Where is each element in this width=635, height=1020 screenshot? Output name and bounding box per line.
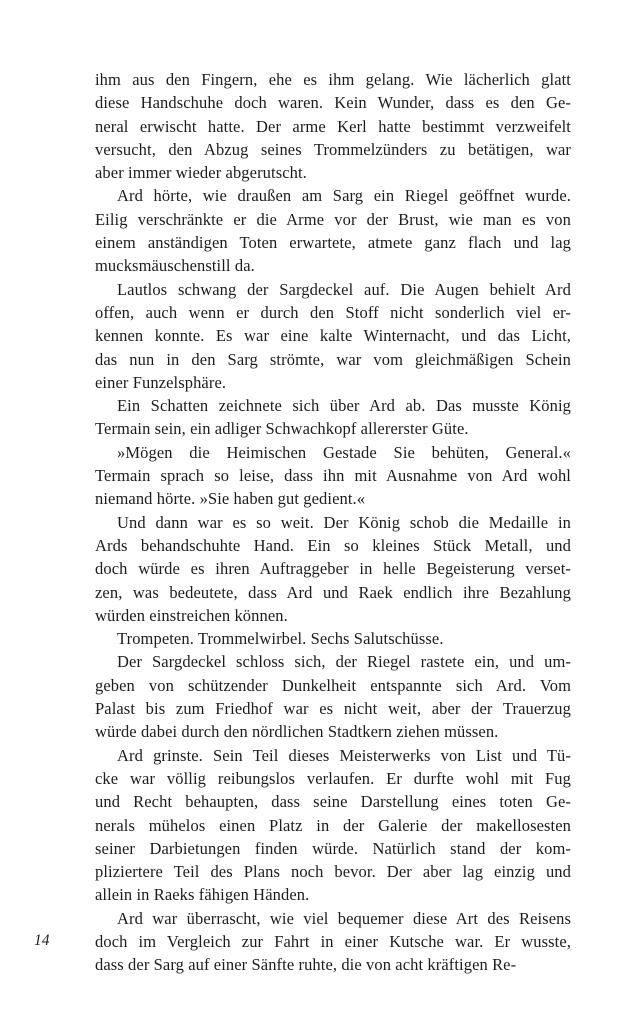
- text-line: würde dabei durch den nördlichen Stadtkern ziehen müssen.: [95, 722, 499, 742]
- text-line: geben von schützender Dunkelheit entspannte sich Ard. Vom: [95, 675, 571, 695]
- paragraph: [95, 394, 571, 441]
- page-number: 14: [34, 932, 50, 949]
- text-line: und Recht behaupten, dass seine Darstellung eines toten Ge-: [95, 792, 571, 812]
- text-line: diese Handschuhe doch waren. Kein Wunder, dass es den Ge-: [95, 93, 571, 113]
- paragraph: [95, 650, 571, 743]
- text-line: Ein Schatten zeichnete sich über Ard ab. Das musste König: [117, 396, 571, 416]
- text-line: »Mögen die Heimischen Gestade Sie behüten, General.«: [117, 442, 571, 462]
- text-line: nerals mühelos einen Platz in der Galerie der makellosesten: [95, 815, 571, 835]
- text-line: Eilig verschränkte er die Arme vor der Brust, wie man es von: [95, 209, 571, 229]
- text-line: niemand hörte. »Sie haben gut gedient.«: [95, 489, 366, 509]
- text-line: cke war völlig reibungslos verlaufen. Er durfte wohl mit Fug: [95, 768, 571, 788]
- text-line: versucht, den Abzug seines Trommelzünders zu betätigen, war: [95, 139, 571, 159]
- text-line: Ards behandschuhte Hand. Ein so kleines Stück Metall, und: [95, 535, 571, 555]
- text-line: aber immer wieder abgerutscht.: [95, 163, 307, 183]
- text-line: Ard grinste. Sein Teil dieses Meisterwerks von List und Tü-: [117, 745, 571, 765]
- text-line: Termain sprach so leise, dass ihn mit Ausnahme von Ard wohl: [95, 466, 571, 486]
- paragraph: [95, 511, 571, 627]
- paragraph: [95, 744, 571, 907]
- text-line: Palast bis zum Friedhof war es nicht weit, aber der Trauerzug: [95, 699, 571, 719]
- text-line: einer Funzelsphäre.: [95, 372, 227, 392]
- text-line: allein in Raeks fähigen Händen.: [95, 885, 310, 905]
- paragraph: [95, 278, 571, 394]
- text-line: neral erwischt hatte. Der arme Kerl hatte bestimmt verzweifelt: [95, 116, 571, 136]
- text-line: Und dann war es so weit. Der König schob die Medaille in: [117, 512, 571, 532]
- text-line: Trompeten. Trommelwirbel. Sechs Salutschüsse.: [117, 629, 444, 649]
- page-text: [95, 68, 571, 977]
- paragraph: [95, 441, 571, 511]
- text-line: Lautlos schwang der Sargdeckel auf. Die Augen behielt Ard: [117, 279, 571, 299]
- text-line: dass der Sarg auf einer Sänfte ruhte, die von acht kräftigen Re-: [95, 955, 517, 975]
- text-line: zen, was bedeutete, dass Ard und Raek endlich ihre Bezahlung: [95, 582, 571, 602]
- text-line: Ard hörte, wie draußen am Sarg ein Riegel geöffnet wurde.: [117, 186, 571, 206]
- text-line: offen, auch wenn er durch den Stoff nicht sonderlich viel er-: [95, 302, 571, 322]
- text-line: Der Sargdeckel schloss sich, der Riegel rastete ein, und um-: [117, 652, 571, 672]
- text-line: einem anständigen Toten erwartete, atmete ganz flach und lag: [95, 233, 571, 253]
- paragraph: [95, 907, 571, 977]
- paragraph: [95, 627, 571, 650]
- text-line: doch würde es ihren Auftraggeber in helle Begeisterung verset-: [95, 559, 571, 579]
- text-line: Ard war überrascht, wie viel bequemer diese Art des Reisens: [117, 908, 571, 928]
- text-line: kennen konnte. Es war eine kalte Winternacht, und das Licht,: [95, 326, 571, 346]
- text-line: das nun in den Sarg strömte, war vom gleichmäßigen Schein: [95, 349, 571, 369]
- text-line: würden einstreichen können.: [95, 605, 288, 625]
- text-line: ihm aus den Fingern, ehe es ihm gelang. Wie lächerlich glatt: [95, 70, 571, 89]
- paragraph: [95, 68, 571, 184]
- text-line: seiner Darbietungen finden würde. Natürlich stand der kom-: [95, 838, 571, 858]
- text-line: Termain sein, ein adliger Schwachkopf allererster Güte.: [95, 419, 469, 439]
- text-line: doch im Vergleich zur Fahrt in einer Kutsche war. Er wusste,: [95, 931, 571, 951]
- paragraph: [95, 184, 571, 277]
- text-line: mucksmäuschenstill da.: [95, 256, 255, 276]
- text-line: pliziertere Teil des Plans noch bevor. Der aber lag einzig und: [95, 862, 571, 882]
